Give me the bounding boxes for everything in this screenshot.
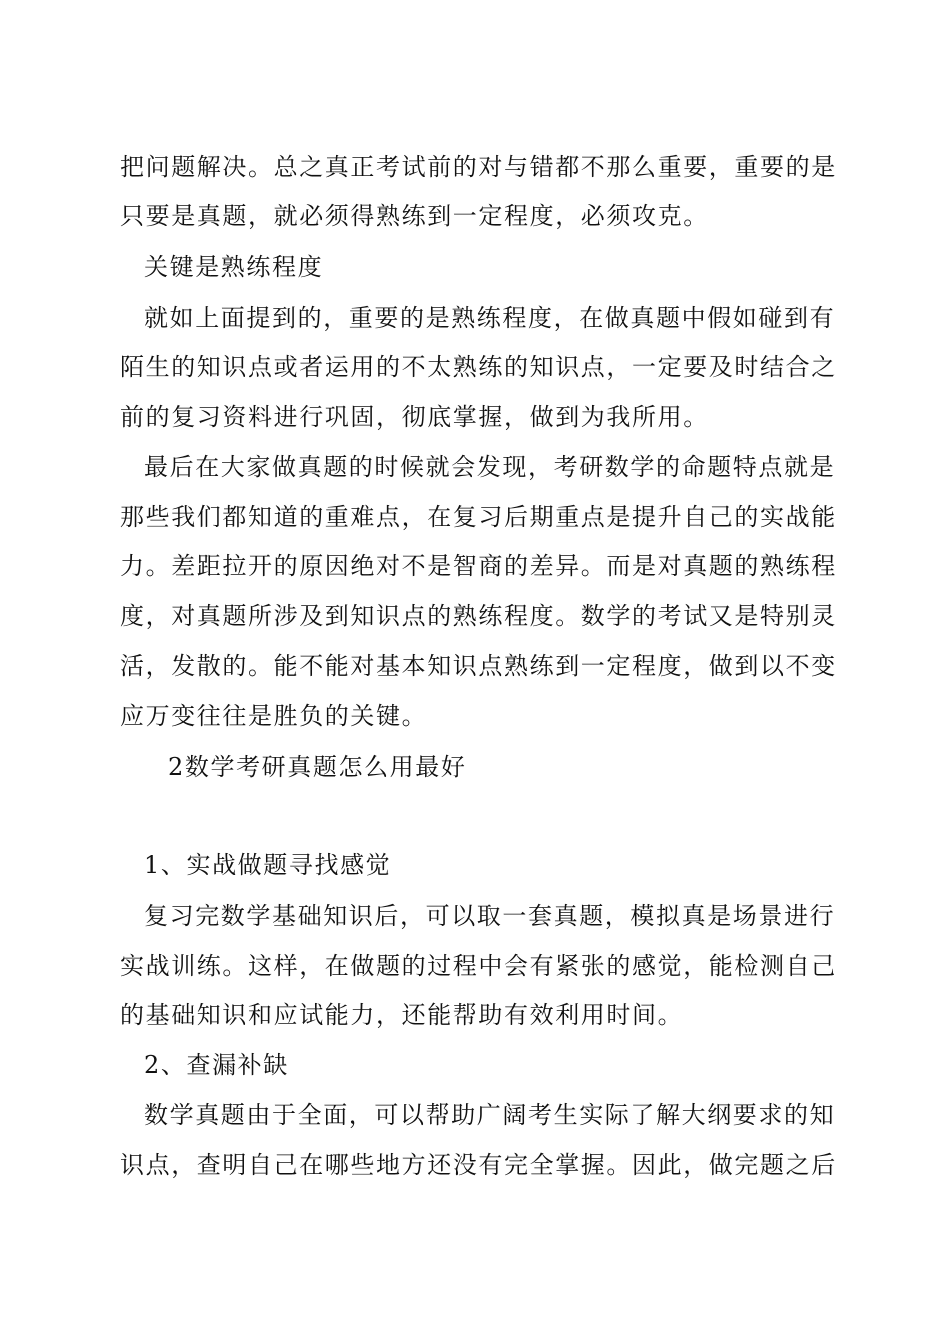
paragraph-line: 应万变往往是胜负的关键。 <box>120 702 428 730</box>
paragraph-line: 复习完数学基础知识后，可以取一套真题，模拟真是场景进行 <box>144 902 836 930</box>
subsection-heading: 1、实战做题寻找感觉 <box>144 851 392 879</box>
paragraph-line: 实战训练。这样，在做题的过程中会有紧张的感觉，能检测自己 <box>120 952 837 980</box>
paragraph-line: 把问题解决。总之真正考试前的对与错都不那么重要，重要的是 <box>120 153 837 181</box>
paragraph-line: 就如上面提到的，重要的是熟练程度，在做真题中假如碰到有 <box>144 304 836 332</box>
paragraph-line: 陌生的知识点或者运用的不太熟练的知识点，一定要及时结合之 <box>120 353 837 381</box>
paragraph-line: 只要是真题，就必须得熟练到一定程度，必须攻克。 <box>120 202 709 230</box>
paragraph-line: 度，对真题所涉及到知识点的熟练程度。数学的考试又是特别灵 <box>120 602 837 630</box>
paragraph-line: 那些我们都知道的重难点，在复习后期重点是提升自己的实战能 <box>120 503 837 531</box>
paragraph-line: 识点，查明自己在哪些地方还没有完全掌握。因此，做完题之后 <box>120 1151 837 1179</box>
paragraph-line: 活，发散的。能不能对基本知识点熟练到一定程度，做到以不变 <box>120 652 837 680</box>
section-heading: 2数学考研真题怎么用最好 <box>168 753 467 781</box>
section-heading: 关键是熟练程度 <box>144 253 324 281</box>
paragraph-line: 最后在大家做真题的时候就会发现，考研数学的命题特点就是 <box>144 453 836 481</box>
paragraph-line: 力。差距拉开的原因绝对不是智商的差异。而是对真题的熟练程 <box>120 552 837 580</box>
subsection-heading: 2、查漏补缺 <box>144 1051 289 1079</box>
paragraph-line: 前的复习资料进行巩固，彻底掌握，做到为我所用。 <box>120 403 709 431</box>
paragraph-line: 的基础知识和应试能力，还能帮助有效利用时间。 <box>120 1001 684 1029</box>
paragraph-line: 数学真题由于全面，可以帮助广阔考生实际了解大纲要求的知 <box>144 1101 836 1129</box>
